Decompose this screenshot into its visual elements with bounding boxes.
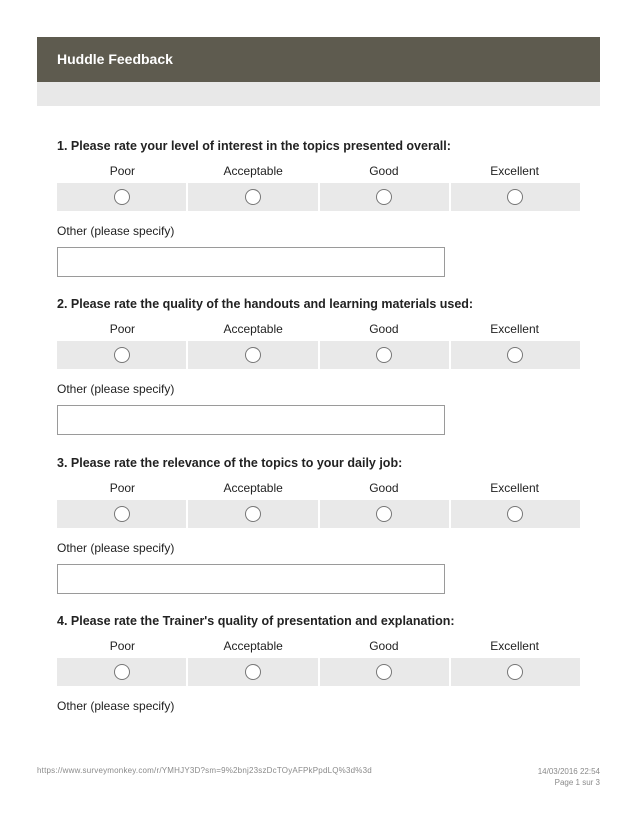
scale-labels <box>57 163 580 179</box>
question-title: 2. Please rate the quality of the handouts and learning materials used: <box>57 297 474 311</box>
other-label: Other (please specify) <box>57 699 175 713</box>
radio-good[interactable] <box>376 506 392 522</box>
rating-cell-poor[interactable] <box>57 658 186 686</box>
rating-cell-excellent[interactable] <box>451 183 580 211</box>
radio-acceptable[interactable] <box>245 664 261 680</box>
scale-labels <box>57 321 580 337</box>
scale-labels <box>57 638 580 654</box>
question-title: 1. Please rate your level of interest in the topics presented overall: <box>57 139 451 153</box>
rating-cell-good[interactable] <box>320 658 449 686</box>
radio-excellent[interactable] <box>507 664 523 680</box>
question-3 <box>57 454 580 594</box>
radio-excellent[interactable] <box>507 347 523 363</box>
rating-cell-poor[interactable] <box>57 341 186 369</box>
rating-cell-good[interactable] <box>320 500 449 528</box>
scale-label-excellent: Excellent <box>490 164 539 178</box>
radio-good[interactable] <box>376 189 392 205</box>
scale-label-acceptable: Acceptable <box>223 322 283 336</box>
other-input[interactable] <box>57 564 445 594</box>
scale-label-poor: Poor <box>109 481 136 495</box>
scale-label-excellent: Excellent <box>490 639 539 653</box>
radio-good[interactable] <box>376 347 392 363</box>
footer-datetime: 14/03/2016 22:54 <box>537 767 600 776</box>
scale-label-poor: Poor <box>109 164 136 178</box>
rating-row <box>57 658 580 686</box>
rating-cell-excellent[interactable] <box>451 341 580 369</box>
rating-cell-excellent[interactable] <box>451 658 580 686</box>
radio-acceptable[interactable] <box>245 189 261 205</box>
header-subbar <box>37 82 600 106</box>
radio-poor[interactable] <box>114 189 130 205</box>
radio-acceptable[interactable] <box>245 347 261 363</box>
rating-cell-poor[interactable] <box>57 500 186 528</box>
scale-label-acceptable: Acceptable <box>223 164 283 178</box>
rating-cell-good[interactable] <box>320 183 449 211</box>
rating-cell-excellent[interactable] <box>451 500 580 528</box>
question-2 <box>57 295 580 435</box>
radio-poor[interactable] <box>114 506 130 522</box>
survey-title: Huddle Feedback <box>57 51 173 67</box>
rating-row <box>57 183 580 211</box>
rating-cell-acceptable[interactable] <box>188 658 317 686</box>
scale-label-good: Good <box>369 481 399 495</box>
rating-cell-poor[interactable] <box>57 183 186 211</box>
scale-label-poor: Poor <box>109 322 136 336</box>
footer-url: https://www.surveymonkey.com/r/YMHJY3D?sm=9%2bnj23szDcTOyAFPkPpdLQ%3d%3d <box>37 766 372 775</box>
radio-poor[interactable] <box>114 664 130 680</box>
other-label: Other (please specify) <box>57 541 175 555</box>
scale-label-acceptable: Acceptable <box>223 481 283 495</box>
scale-label-excellent: Excellent <box>490 481 539 495</box>
scale-label-good: Good <box>369 639 399 653</box>
radio-good[interactable] <box>376 664 392 680</box>
scale-label-acceptable: Acceptable <box>223 639 283 653</box>
radio-acceptable[interactable] <box>245 506 261 522</box>
scale-label-good: Good <box>369 322 399 336</box>
scale-label-good: Good <box>369 164 399 178</box>
survey-header <box>37 37 600 82</box>
rating-row <box>57 341 580 369</box>
question-title: 4. Please rate the Trainer's quality of presentation and explanation: <box>57 614 455 628</box>
rating-cell-good[interactable] <box>320 341 449 369</box>
other-label: Other (please specify) <box>57 382 175 396</box>
radio-excellent[interactable] <box>507 189 523 205</box>
rating-cell-acceptable[interactable] <box>188 500 317 528</box>
radio-poor[interactable] <box>114 347 130 363</box>
question-title: 3. Please rate the relevance of the topics to your daily job: <box>57 456 403 470</box>
scale-label-excellent: Excellent <box>490 322 539 336</box>
rating-cell-acceptable[interactable] <box>188 341 317 369</box>
other-label: Other (please specify) <box>57 224 175 238</box>
radio-excellent[interactable] <box>507 506 523 522</box>
rating-cell-acceptable[interactable] <box>188 183 317 211</box>
scale-label-poor: Poor <box>109 639 136 653</box>
question-4 <box>57 612 580 714</box>
question-1 <box>57 137 580 277</box>
footer-page-number: Page 1 sur 3 <box>554 778 600 787</box>
rating-row <box>57 500 580 528</box>
scale-labels <box>57 480 580 496</box>
other-input[interactable] <box>57 405 445 435</box>
other-input[interactable] <box>57 247 445 277</box>
footer-meta <box>538 766 600 788</box>
